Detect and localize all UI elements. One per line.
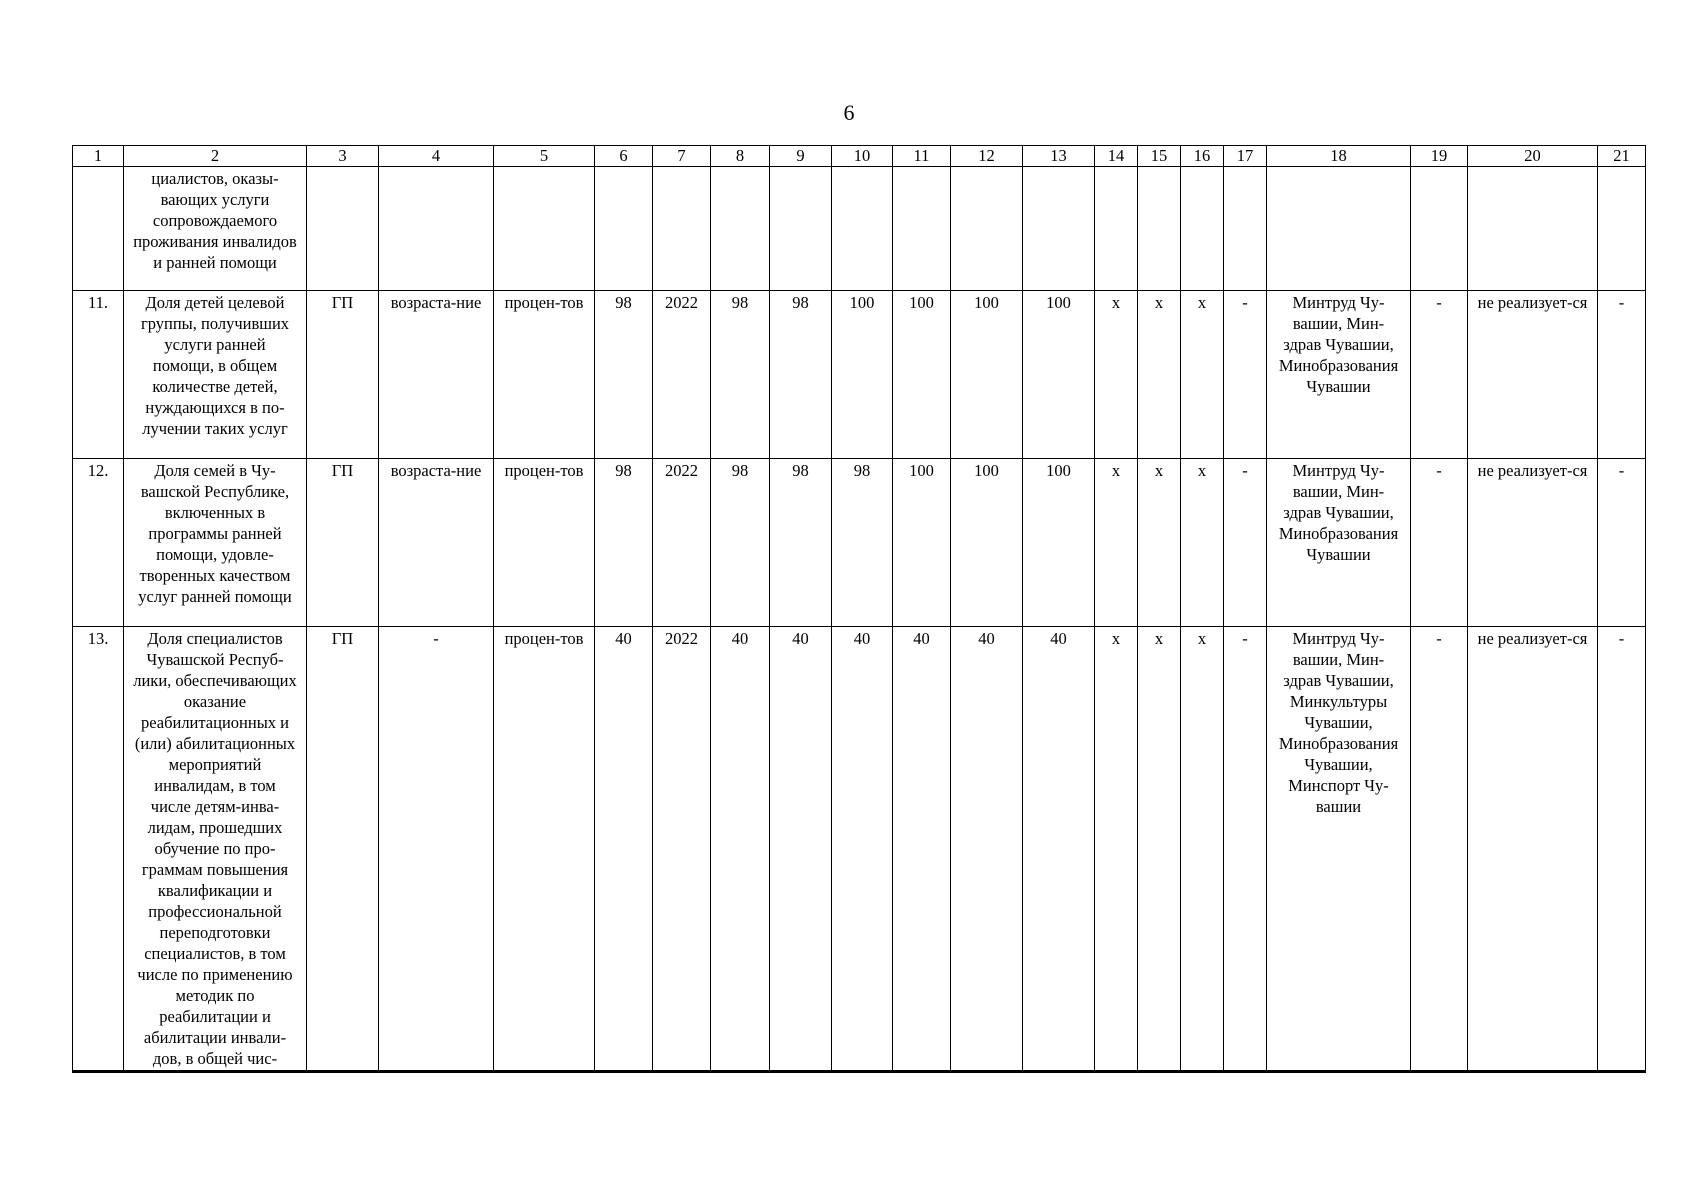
cell-col9: 40: [770, 627, 832, 1072]
cell-col13: 40: [1023, 627, 1095, 1072]
cell-col3: ГП: [307, 291, 379, 459]
cell-col17: -: [1224, 627, 1267, 1072]
column-header: 14: [1095, 146, 1138, 167]
column-header: 16: [1181, 146, 1224, 167]
cell-col5: процен-тов: [494, 627, 595, 1072]
cell-col20: не реализует-ся: [1468, 291, 1598, 459]
cell-col12: 40: [951, 627, 1023, 1072]
cell-col20: не реализует-ся: [1468, 459, 1598, 627]
cell-col6: 98: [595, 291, 653, 459]
column-header: 1: [73, 146, 124, 167]
indicator-name: циалистов, оказывающих услуги сопровождаемого проживания инвалидов и ранней помощи: [124, 167, 307, 291]
cell-col16: х: [1181, 459, 1224, 627]
column-header: 7: [653, 146, 711, 167]
cell-col8: [711, 167, 770, 291]
column-header: 17: [1224, 146, 1267, 167]
cell-col21: -: [1598, 291, 1646, 459]
cell-col15: х: [1138, 459, 1181, 627]
cell-col10: 98: [832, 459, 893, 627]
cell-col14: [1095, 167, 1138, 291]
cell-col7: 2022: [653, 627, 711, 1072]
cell-col16: х: [1181, 291, 1224, 459]
row-number: 11.: [73, 291, 124, 459]
cell-col19: -: [1411, 291, 1468, 459]
cell-col17: -: [1224, 459, 1267, 627]
column-header: 5: [494, 146, 595, 167]
cell-col13: 100: [1023, 459, 1095, 627]
cell-col5: процен-тов: [494, 459, 595, 627]
cell-col6: [595, 167, 653, 291]
cell-col3: [307, 167, 379, 291]
cell-col8: 98: [711, 459, 770, 627]
cell-col3: ГП: [307, 459, 379, 627]
cell-col11: [893, 167, 951, 291]
column-header: 20: [1468, 146, 1598, 167]
column-header: 10: [832, 146, 893, 167]
cell-col12: 100: [951, 291, 1023, 459]
cell-col16: [1181, 167, 1224, 291]
cell-col15: х: [1138, 627, 1181, 1072]
cell-col3: ГП: [307, 627, 379, 1072]
cell-col9: [770, 167, 832, 291]
cell-col19: -: [1411, 459, 1468, 627]
cell-col21: -: [1598, 627, 1646, 1072]
cell-col13: 100: [1023, 291, 1095, 459]
cell-col6: 98: [595, 459, 653, 627]
executor-cell: [1267, 167, 1411, 291]
cell-col7: 2022: [653, 291, 711, 459]
cell-col20: не реализует-ся: [1468, 627, 1598, 1072]
row-number: 12.: [73, 459, 124, 627]
table-row: [73, 291, 1646, 459]
column-header: 11: [893, 146, 951, 167]
cell-col5: процен-тов: [494, 291, 595, 459]
cell-col15: х: [1138, 291, 1181, 459]
cell-col4: [379, 167, 494, 291]
cell-col21: [1598, 167, 1646, 291]
cell-col12: [951, 167, 1023, 291]
cell-col14: х: [1095, 291, 1138, 459]
cell-col8: 40: [711, 627, 770, 1072]
cell-col16: х: [1181, 627, 1224, 1072]
column-header: 12: [951, 146, 1023, 167]
indicators-table: [72, 145, 1646, 1073]
cell-col4: возраста-ние: [379, 291, 494, 459]
cell-col9: 98: [770, 459, 832, 627]
cell-col7: [653, 167, 711, 291]
cell-col11: 40: [893, 627, 951, 1072]
cell-col7: 2022: [653, 459, 711, 627]
column-header: 9: [770, 146, 832, 167]
cell-col17: [1224, 167, 1267, 291]
column-header: 8: [711, 146, 770, 167]
cell-col10: 40: [832, 627, 893, 1072]
executor-cell: Минтруд Чувашии, Минздрав Чувашии, Минкультуры Чувашии, Минобразования Чувашии, Минспорт Чувашии: [1267, 627, 1411, 1072]
executor-cell: Минтруд Чувашии, Минздрав Чувашии, Минобразования Чувашии: [1267, 459, 1411, 627]
cell-col4: -: [379, 627, 494, 1072]
cell-col11: 100: [893, 459, 951, 627]
row-number: 13.: [73, 627, 124, 1072]
column-header: 15: [1138, 146, 1181, 167]
cell-col5: [494, 167, 595, 291]
table-row: [73, 627, 1646, 1072]
table-row: [73, 167, 1646, 291]
page-number: 6: [843, 100, 855, 125]
column-header: 13: [1023, 146, 1095, 167]
cell-col19: [1411, 167, 1468, 291]
cell-col20: [1468, 167, 1598, 291]
cell-col14: х: [1095, 627, 1138, 1072]
column-header: 2: [124, 146, 307, 167]
cell-col21: -: [1598, 459, 1646, 627]
column-header: 3: [307, 146, 379, 167]
cell-col13: [1023, 167, 1095, 291]
column-header: 18: [1267, 146, 1411, 167]
cell-col8: 98: [711, 291, 770, 459]
cell-col17: -: [1224, 291, 1267, 459]
executor-cell: Минтруд Чувашии, Минздрав Чувашии, Минобразования Чувашии: [1267, 291, 1411, 459]
cell-col12: 100: [951, 459, 1023, 627]
column-header: 6: [595, 146, 653, 167]
cell-col11: 100: [893, 291, 951, 459]
indicator-name: Доля детей целевой группы, получивших услуги ранней помощи, в общем количестве детей, нуждающихся в получении таких услуг: [124, 291, 307, 459]
indicator-name: Доля специалистов Чувашской Республики, обеспечивающих оказание реабилитационных и (или) абилитационных мероприятий инвалидам, в том числе детям-инвалидам, прошедших обучение по программам повышения квалификации и профессиональной переподготовки специалистов, в том числе по применению методик по реабилитации и абилитации инвалидов, в общей чис-: [124, 627, 307, 1072]
column-number-row: [73, 146, 1646, 167]
cell-col6: 40: [595, 627, 653, 1072]
cell-col10: 100: [832, 291, 893, 459]
table-row: [73, 459, 1646, 627]
row-number: [73, 167, 124, 291]
column-header: 19: [1411, 146, 1468, 167]
column-header: 21: [1598, 146, 1646, 167]
cell-col9: 98: [770, 291, 832, 459]
indicator-name: Доля семей в Чувашской Республике, включенных в программы ранней помощи, удовлетворенных качеством услуг ранней помощи: [124, 459, 307, 627]
cell-col14: х: [1095, 459, 1138, 627]
cell-col15: [1138, 167, 1181, 291]
cell-col10: [832, 167, 893, 291]
cell-col19: -: [1411, 627, 1468, 1072]
cell-col4: возраста-ние: [379, 459, 494, 627]
column-header: 4: [379, 146, 494, 167]
